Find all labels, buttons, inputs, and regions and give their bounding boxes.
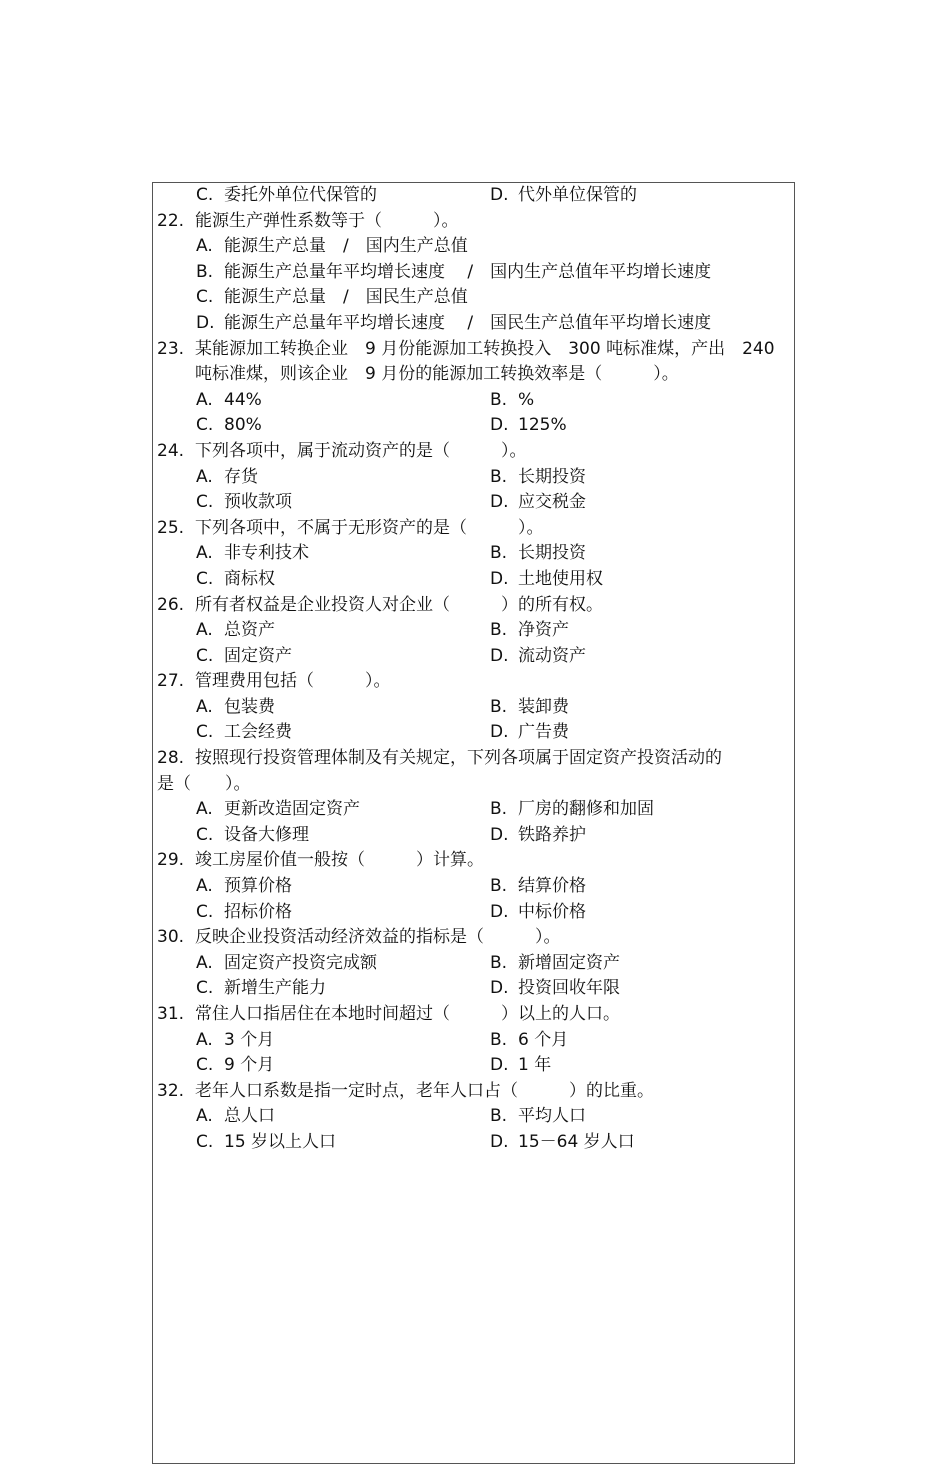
option-row (157, 1104, 791, 1130)
option-row (157, 541, 791, 567)
option-c (196, 490, 292, 516)
option-row (157, 823, 791, 849)
option-text: 工会经费 (224, 722, 292, 743)
option-b (196, 260, 711, 286)
option-letter: A. (196, 799, 213, 820)
option-text: 总人口 (224, 1106, 275, 1127)
option-text: 9 个月 (224, 1055, 275, 1076)
option-letter: B. (196, 261, 214, 282)
option-letter: B. (490, 1029, 508, 1050)
option-c (196, 413, 262, 439)
option-text: 中标价格 (518, 901, 586, 922)
option-a (196, 388, 262, 414)
option-letter: B. (490, 466, 508, 487)
option-row (157, 388, 791, 414)
question-number: 32. (157, 1080, 185, 1101)
option-text: 代外单位保管的 (518, 185, 637, 205)
question-stem (157, 516, 791, 542)
prev-options-row (157, 183, 791, 209)
question-number: 30. (157, 927, 185, 948)
option-letter: A. (196, 466, 213, 487)
option-text: 总资产 (224, 620, 275, 641)
option-row (157, 1130, 791, 1156)
option-letter: C. (196, 978, 214, 999)
option-letter: C. (196, 1055, 214, 1076)
option-row (157, 1028, 791, 1054)
option-letter: B. (490, 620, 508, 641)
option-letter: A. (196, 1029, 213, 1050)
option-text: 能源生产总量 / 国民生产总值 (224, 287, 468, 308)
option-row (157, 720, 791, 746)
option-b (490, 951, 620, 977)
option-d (490, 644, 586, 670)
question-text: 下列各项中，不属于无形资产的是（ ）。 (195, 517, 544, 538)
option-text: 能源生产总量年平均增长速度 / 国内生产总值年平均增长速度 (224, 261, 712, 282)
option-text: 设备大修理 (224, 824, 309, 845)
option-text: 包装费 (224, 696, 275, 717)
option-row (157, 465, 791, 491)
option-letter: D. (490, 824, 509, 845)
question-stem (157, 1079, 791, 1105)
option-text: 1 年 (518, 1055, 552, 1076)
option-text: 投资回收年限 (518, 978, 620, 999)
question-text: 吨标准煤，则该企业 9 月份的能源加工转换效率是（ ）。 (195, 364, 679, 385)
option-letter: D. (490, 901, 509, 922)
option-letter: C. (196, 492, 214, 513)
option-c (196, 1130, 336, 1156)
option-text: 预算价格 (224, 876, 292, 897)
option-c (196, 900, 292, 926)
option-b (490, 874, 586, 900)
question-stem-continued (157, 772, 791, 798)
option-row (157, 618, 791, 644)
option-row (157, 260, 791, 286)
option-d (490, 900, 586, 926)
option-letter: B. (490, 543, 508, 564)
option-text: 固定资产投资完成额 (224, 952, 377, 973)
option-letter: C. (196, 1131, 214, 1152)
option-c (196, 183, 377, 209)
option-d (490, 183, 637, 209)
option-letter: A. (196, 620, 213, 641)
question-number: 23. (157, 338, 185, 359)
option-row (157, 413, 791, 439)
option-c (196, 720, 292, 746)
option-text: 非专利技术 (224, 543, 309, 564)
option-letter: B. (490, 696, 508, 717)
option-letter: C. (196, 901, 214, 922)
option-text: 流动资产 (518, 645, 586, 666)
option-row (157, 311, 791, 337)
option-letter: A. (196, 236, 213, 257)
option-row (157, 695, 791, 721)
option-c (196, 567, 275, 593)
option-letter: B. (490, 799, 508, 820)
question-text: 下列各项中，属于流动资产的是（ ）。 (195, 440, 527, 461)
question-text: 所有者权益是企业投资人对企业（ ）的所有权。 (195, 594, 603, 615)
option-a (196, 1028, 274, 1054)
option-d (490, 823, 586, 849)
option-a (196, 797, 360, 823)
question-stem (157, 669, 791, 695)
option-text: 平均人口 (518, 1106, 586, 1127)
option-letter: D. (490, 1055, 509, 1076)
option-c (196, 285, 468, 311)
option-letter: A. (196, 389, 213, 410)
option-row (157, 285, 791, 311)
option-text: 装卸费 (518, 696, 569, 717)
option-text: 能源生产总量 / 国内生产总值 (224, 236, 468, 257)
question-number: 24. (157, 440, 185, 461)
option-b (490, 695, 569, 721)
option-d (490, 567, 603, 593)
option-letter: A. (196, 952, 213, 973)
question-stem (157, 925, 791, 951)
question-text: 老年人口系数是指一定时点，老年人口占（ ）的比重。 (195, 1080, 654, 1101)
question-text: 按照现行投资管理体制及有关规定，下列各项属于固定资产投资活动的 (195, 748, 722, 769)
question-stem (157, 1002, 791, 1028)
question-number: 26. (157, 594, 185, 615)
option-text: 能源生产总量年平均增长速度 / 国民生产总值年平均增长速度 (224, 312, 712, 333)
option-d (490, 413, 567, 439)
option-letter: D. (196, 312, 215, 333)
option-a (196, 234, 468, 260)
option-text: 净资产 (518, 620, 569, 641)
option-letter: B. (490, 876, 508, 897)
option-text: 6 个月 (518, 1029, 569, 1050)
question-text: 是（ ）。 (157, 773, 251, 794)
option-a (196, 695, 275, 721)
option-d (196, 311, 711, 337)
option-letter: C. (196, 185, 214, 205)
question-stem (157, 746, 791, 772)
question-number: 28. (157, 748, 185, 769)
option-letter: C. (196, 824, 214, 845)
question-text: 能源生产弹性系数等于（ ）。 (195, 210, 459, 231)
option-letter: C. (196, 415, 214, 436)
option-b (490, 1104, 586, 1130)
question-list (157, 183, 791, 1156)
option-c (196, 823, 309, 849)
question-text: 管理费用包括（ ）。 (195, 671, 391, 692)
option-text: 招标价格 (224, 901, 292, 922)
option-letter: D. (490, 645, 509, 666)
option-text: 15 岁以上人口 (224, 1131, 337, 1152)
option-letter: C. (196, 722, 214, 743)
option-c (196, 1053, 274, 1079)
option-row (157, 951, 791, 977)
option-letter: D. (490, 415, 509, 436)
option-a (196, 465, 258, 491)
option-text: 新增生产能力 (224, 978, 326, 999)
option-b (490, 465, 586, 491)
question-stem (157, 337, 791, 363)
option-text: 预收款项 (224, 492, 292, 513)
option-b (490, 797, 654, 823)
question-number: 22. (157, 210, 185, 231)
option-a (196, 541, 309, 567)
option-a (196, 874, 292, 900)
question-stem (157, 848, 791, 874)
option-letter: D. (490, 568, 509, 589)
option-text: 商标权 (224, 568, 275, 589)
option-text: 结算价格 (518, 876, 586, 897)
option-c (196, 976, 326, 1002)
option-row (157, 490, 791, 516)
option-letter: C. (196, 287, 214, 308)
option-letter: D. (490, 492, 509, 513)
option-b (490, 1028, 568, 1054)
option-text: 厂房的翻修和加固 (518, 799, 654, 820)
question-text: 反映企业投资活动经济效益的指标是（ ）。 (195, 927, 561, 948)
option-b (490, 541, 586, 567)
option-a (196, 618, 275, 644)
option-letter: A. (196, 1106, 213, 1127)
option-a (196, 1104, 275, 1130)
option-text: 铁路养护 (518, 824, 586, 845)
option-text: 125% (518, 415, 567, 436)
question-number: 27. (157, 671, 185, 692)
question-stem (157, 439, 791, 465)
option-text: 固定资产 (224, 645, 292, 666)
option-row (157, 644, 791, 670)
option-letter: D. (490, 1131, 509, 1152)
option-d (490, 490, 586, 516)
option-text: 存货 (224, 466, 258, 487)
option-d (490, 720, 569, 746)
option-row (157, 900, 791, 926)
option-letter: B. (490, 952, 508, 973)
option-letter: A. (196, 876, 213, 897)
option-text: % (518, 389, 535, 410)
question-text: 某能源加工转换企业 9 月份能源加工转换投入 300 吨标准煤，产出 240 (195, 338, 775, 359)
option-b (490, 388, 534, 414)
option-d (490, 1130, 635, 1156)
question-stem (157, 209, 791, 235)
option-letter: A. (196, 696, 213, 717)
option-row (157, 976, 791, 1002)
option-letter: B. (490, 389, 508, 410)
option-d (490, 976, 620, 1002)
option-text: 广告费 (518, 722, 569, 743)
option-text: 80% (224, 415, 262, 436)
option-text: 长期投资 (518, 543, 586, 564)
option-a (196, 951, 377, 977)
option-letter: D. (490, 722, 509, 743)
option-row (157, 234, 791, 260)
option-text: 土地使用权 (518, 568, 603, 589)
option-row (157, 874, 791, 900)
question-number: 25. (157, 517, 185, 538)
question-text: 竣工房屋价值一般按（ ）计算。 (195, 850, 484, 871)
option-d (490, 1053, 551, 1079)
question-number: 29. (157, 850, 185, 871)
option-text: 新增固定资产 (518, 952, 620, 973)
option-text: 3 个月 (224, 1029, 275, 1050)
option-letter: B. (490, 1106, 508, 1127)
option-row (157, 1053, 791, 1079)
option-letter: D. (490, 978, 509, 999)
option-letter: A. (196, 543, 213, 564)
option-text: 44% (224, 389, 262, 410)
option-text: 15－64 岁人口 (518, 1131, 635, 1152)
option-text: 长期投资 (518, 466, 586, 487)
option-text: 更新改造固定资产 (224, 799, 360, 820)
option-text: 应交税金 (518, 492, 586, 513)
question-stem-continued (157, 362, 791, 388)
option-letter: C. (196, 645, 214, 666)
option-row (157, 797, 791, 823)
question-text: 常住人口指居住在本地时间超过（ ）以上的人口。 (195, 1004, 620, 1024)
option-row (157, 567, 791, 593)
option-b (490, 618, 569, 644)
question-stem (157, 593, 791, 619)
option-c (196, 644, 292, 670)
option-text: 委托外单位代保管的 (224, 185, 377, 205)
question-number: 31. (157, 1004, 185, 1024)
option-letter: C. (196, 568, 214, 589)
option-letter: D. (490, 185, 509, 205)
